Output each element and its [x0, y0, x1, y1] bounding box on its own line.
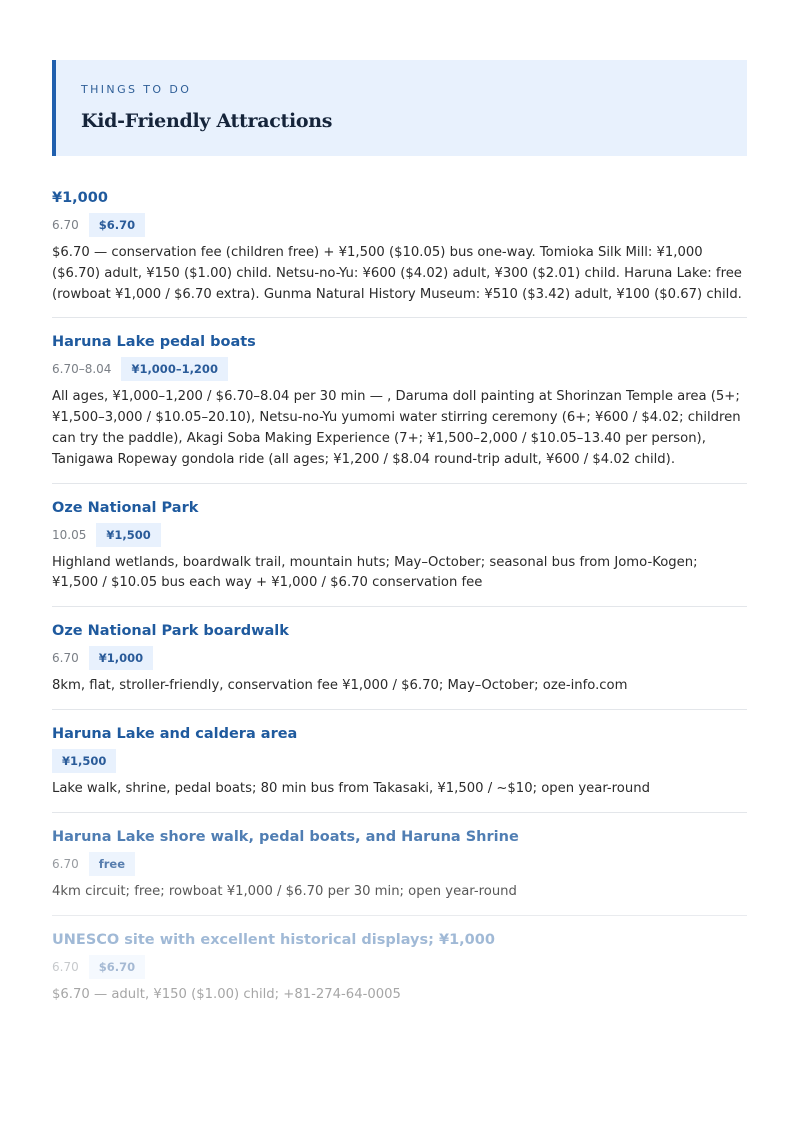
attraction-meta [52, 646, 747, 670]
attraction-title: UNESCO site with excellent historical displays; ¥1,000 [52, 931, 495, 948]
price-badge: $6.70 [89, 955, 145, 979]
attraction-item [52, 926, 747, 1018]
section-header [52, 60, 747, 156]
attraction-price: 6.70–8.04 [52, 362, 112, 377]
attraction-item [52, 328, 747, 483]
attraction-title: Haruna Lake pedal boats [52, 334, 256, 351]
attraction-price: 6.70 [52, 651, 79, 666]
attraction-meta [52, 955, 747, 979]
price-badge: ¥1,000 [89, 646, 153, 670]
attraction-meta [52, 357, 747, 381]
attraction-meta [52, 852, 747, 876]
attraction-title: Oze National Park [52, 499, 199, 516]
attraction-item [52, 617, 747, 710]
attraction-description: 4km circuit; free; rowboat ¥1,000 / $6.70 per 30 min; open year-round [52, 883, 517, 899]
price-badge: ¥1,500 [96, 523, 160, 547]
page-title: Kid-Friendly Attractions [81, 110, 333, 132]
attraction-price: 10.05 [52, 527, 87, 542]
attraction-meta [52, 749, 747, 773]
attraction-meta [52, 523, 747, 547]
attraction-price: 6.70 [52, 856, 79, 871]
price-badge: $6.70 [89, 213, 145, 237]
price-badge: ¥1,500 [52, 749, 116, 773]
attraction-title: ¥1,000 [52, 190, 108, 206]
attraction-price: 6.70 [52, 959, 79, 974]
price-badge: free [89, 852, 135, 876]
page [52, 60, 747, 1027]
attraction-description: $6.70 — adult, ¥150 ($1.00) child; +81-274-64-0005 [52, 986, 401, 1002]
attraction-item [52, 494, 747, 608]
attraction-meta [52, 213, 747, 237]
price-badge: ¥1,000–1,200 [121, 357, 228, 381]
attraction-item [52, 823, 747, 916]
attraction-title: Haruna Lake shore walk, pedal boats, and Haruna Shrine [52, 828, 519, 845]
attraction-description: Highland wetlands, boardwalk trail, mountain huts; May–October; seasonal bus from Jomo-Kogen; ¥1,500 / $10.05 bus each way + ¥1,000 / $6.70 conservation fee [52, 554, 698, 591]
section-eyebrow: THINGS TO DO [81, 83, 192, 96]
attraction-title: Oze National Park boardwalk [52, 623, 289, 640]
attraction-description: $6.70 — conservation fee (children free) + ¥1,500 ($10.05) bus one-way. Tomioka Silk Mill: ¥1,000 ($6.70) adult, ¥150 ($1.00) child. Netsu-no-Yu: ¥600 ($4.02) adult, ¥300 ($2.01) child. Haruna Lake: free (rowboat ¥1,000 / $6.70 extra). Gunma Natural History Museum: ¥510 ($3.42) adult, ¥100 ($0.67) child. [52, 245, 742, 302]
attraction-description: Lake walk, shrine, pedal boats; 80 min bus from Takasaki, ¥1,500 / ~$10; open year-round [52, 780, 650, 796]
attraction-title: Haruna Lake and caldera area [52, 725, 298, 742]
attraction-item [52, 720, 747, 813]
attractions-list [52, 184, 747, 1017]
attraction-description: All ages, ¥1,000–1,200 / $6.70–8.04 per 30 min — , Daruma doll painting at Shorinzan Temple area (5+; ¥1,500–3,000 / $10.05–20.10), Netsu-no-Yu yumomi water stirring ceremony (6+; ¥600 / $4.02; children can try the paddle), Akagi Soba Making Experience (7+; ¥1,500–2,000 / $10.05–13.40 per person), Tanigawa Ropeway gondola ride (all ages; ¥1,200 / $8.04 round-trip adult, ¥600 / $4.02 child). [52, 389, 741, 467]
attraction-price: 6.70 [52, 218, 79, 232]
attraction-description: 8km, flat, stroller-friendly, conservation fee ¥1,000 / $6.70; May–October; oze-info.com [52, 678, 628, 694]
attraction-item [52, 184, 747, 318]
